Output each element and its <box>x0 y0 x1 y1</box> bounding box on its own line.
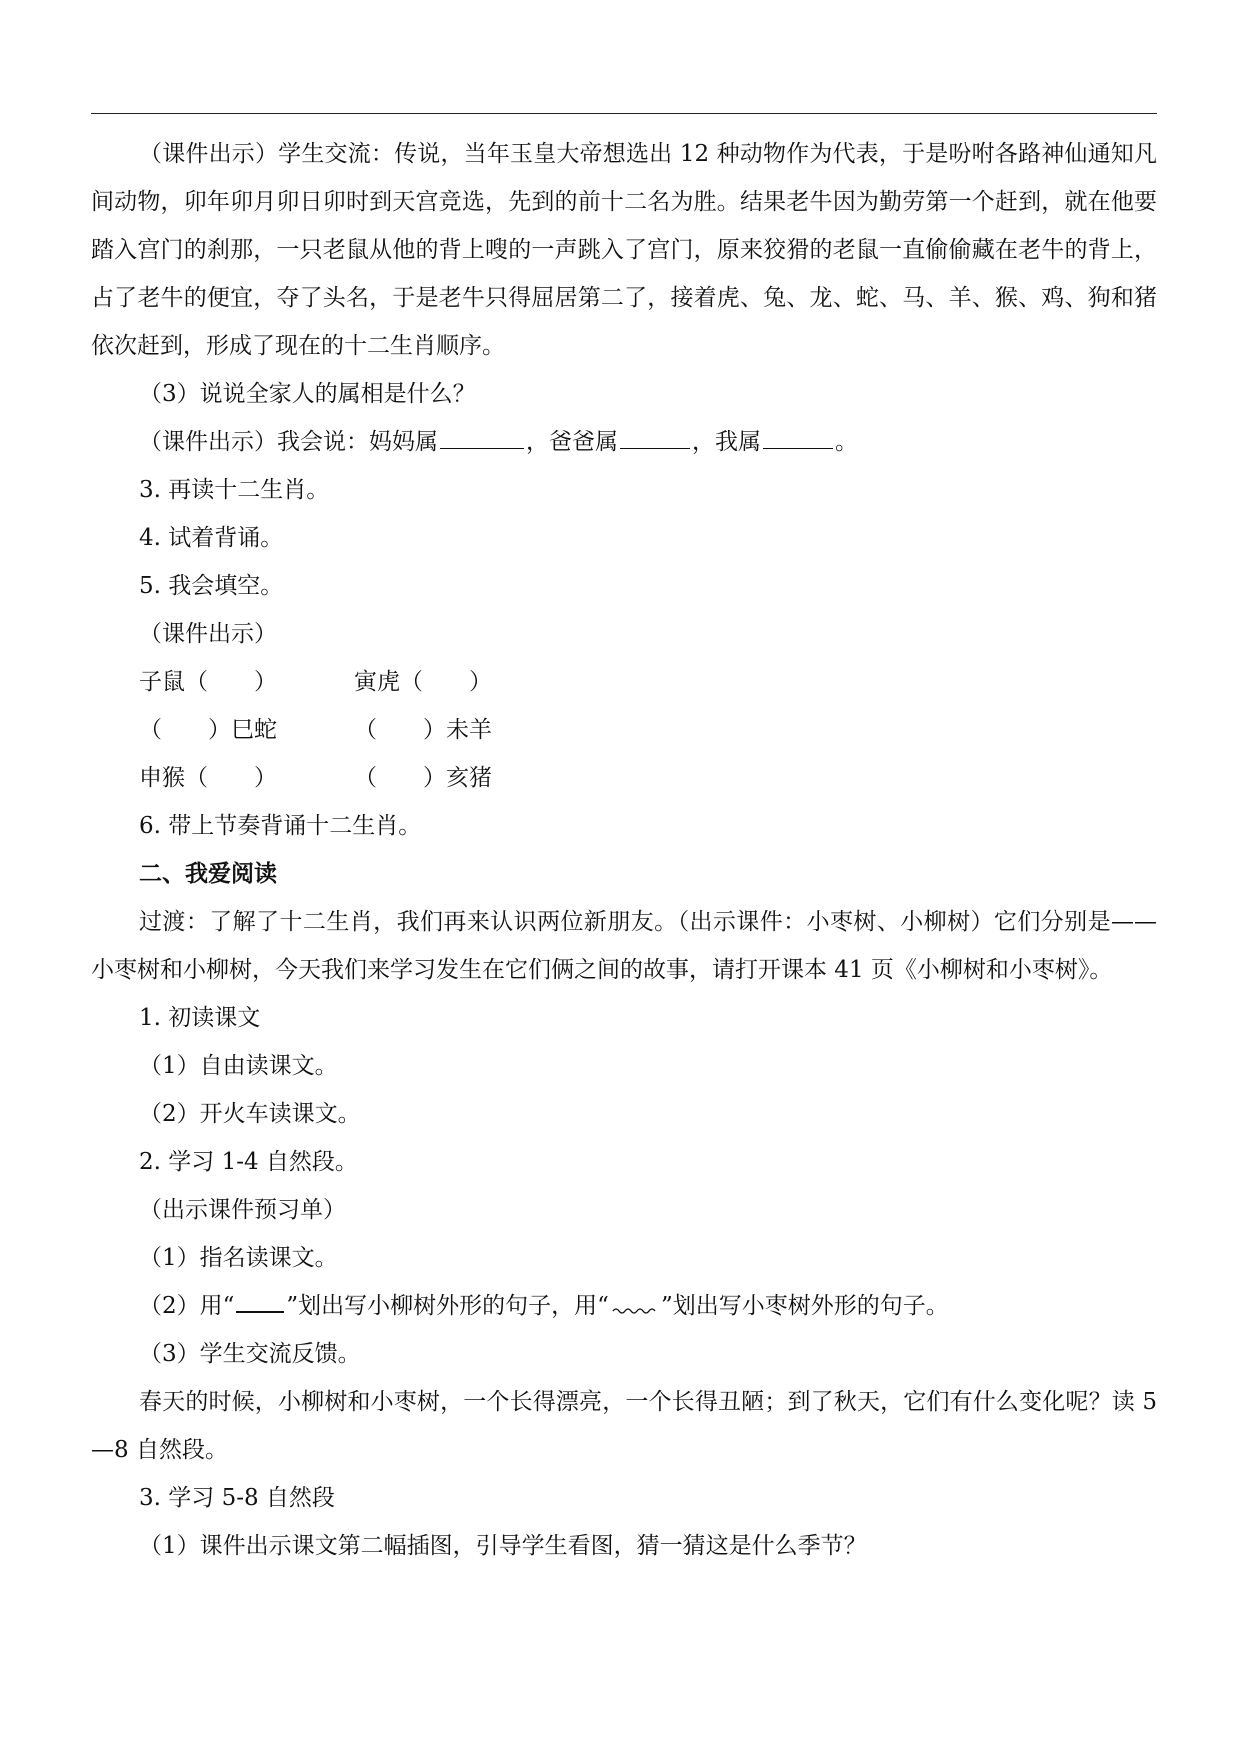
read-step-1b: （2）开火车读课文。 <box>139 1101 361 1127</box>
zodiac-row <box>91 706 1157 754</box>
zodiac-cell: （ ）未羊 <box>354 717 492 743</box>
header-rule <box>91 113 1157 114</box>
zodiac-cell: （ ）亥猪 <box>354 765 492 791</box>
zodiac-fill-table <box>91 658 1157 802</box>
fill-sentence: （课件出示）我会说：妈妈属 ，爸爸属 ，我属 。 <box>139 429 858 455</box>
zodiac-cell: （ ）巳蛇 <box>139 717 277 743</box>
zodiac-cell: 寅虎（ ） <box>354 669 492 695</box>
blank-dad <box>620 430 690 449</box>
read-step-1a: （1）自由读课文。 <box>139 1053 338 1079</box>
read-step-2a: （1）指名读课文。 <box>139 1245 338 1271</box>
blank-mom <box>440 430 524 449</box>
read-step-2b: （2）用“ ”划出写小柳树外形的句子，用“ ”划出写小枣树外形的句子。 <box>139 1293 949 1319</box>
document-body <box>91 130 1157 1570</box>
read-step-2: 2. 学习 1-4 自然段。 <box>139 1149 358 1175</box>
zodiac-row <box>91 754 1157 802</box>
straight-underline-mark <box>236 1293 284 1313</box>
zodiac-row <box>91 658 1157 706</box>
step-4: 4. 试着背诵。 <box>139 525 284 551</box>
read-step-2c: （3）学生交流反馈。 <box>139 1341 361 1367</box>
legend-paragraph: （课件出示）学生交流：传说，当年玉皇大帝想选出 12 种动物作为代表，于是吩咐各路神仙通知凡间动物，卯年卯月卯日卯时到天宫竞选，先到的前十二名为胜。结果老牛因为勤劳第一个赶到，就在他要踏入宫门的刹那，一只老鼠从他的背上嗖的一声跳入了宫门，原来狡猾的老鼠一直偷偷藏在老牛的背上，占了老牛的便宜，夺了头名，于是老牛只得屈居第二了，接着虎、兔、龙、蛇、马、羊、猴、鸡、狗和猪依次赶到，形成了现在的十二生肖顺序。 <box>91 141 1157 359</box>
blank-me <box>763 430 833 449</box>
read-step-3: 3. 学习 5-8 自然段 <box>139 1485 335 1511</box>
zodiac-cell: 申猴（ ） <box>139 765 277 791</box>
step-3: 3. 再读十二生肖。 <box>139 477 330 503</box>
section-heading: 二、我爱阅读 <box>139 860 277 887</box>
read-step-1: 1. 初读课文 <box>139 1005 261 1031</box>
courseware-show: （课件出示） <box>139 621 277 647</box>
spring-autumn-paragraph: 春天的时候，小柳树和小枣树，一个长得漂亮，一个长得丑陋；到了秋天，它们有什么变化呢？读 5—8 自然段。 <box>91 1389 1157 1463</box>
read-step-2-show: （出示课件预习单） <box>139 1197 346 1223</box>
step-5: 5. 我会填空。 <box>139 573 284 599</box>
transition-paragraph: 过渡：了解了十二生肖，我们再来认识两位新朋友。（出示课件：小枣树、小柳树）它们分别是——小枣树和小柳树，今天我们来学习发生在它们俩之间的故事，请打开课本 41 页《小柳树和小枣树》。 <box>91 909 1157 983</box>
wavy-underline-mark <box>612 1295 658 1313</box>
step-6: 6. 带上节奏背诵十二生肖。 <box>139 813 422 839</box>
question-3: （3）说说全家人的属相是什么？ <box>139 381 476 407</box>
zodiac-cell: 子鼠（ ） <box>139 669 277 695</box>
read-step-3a: （1）课件出示课文第二幅插图，引导学生看图，猜一猜这是什么季节？ <box>139 1533 867 1559</box>
